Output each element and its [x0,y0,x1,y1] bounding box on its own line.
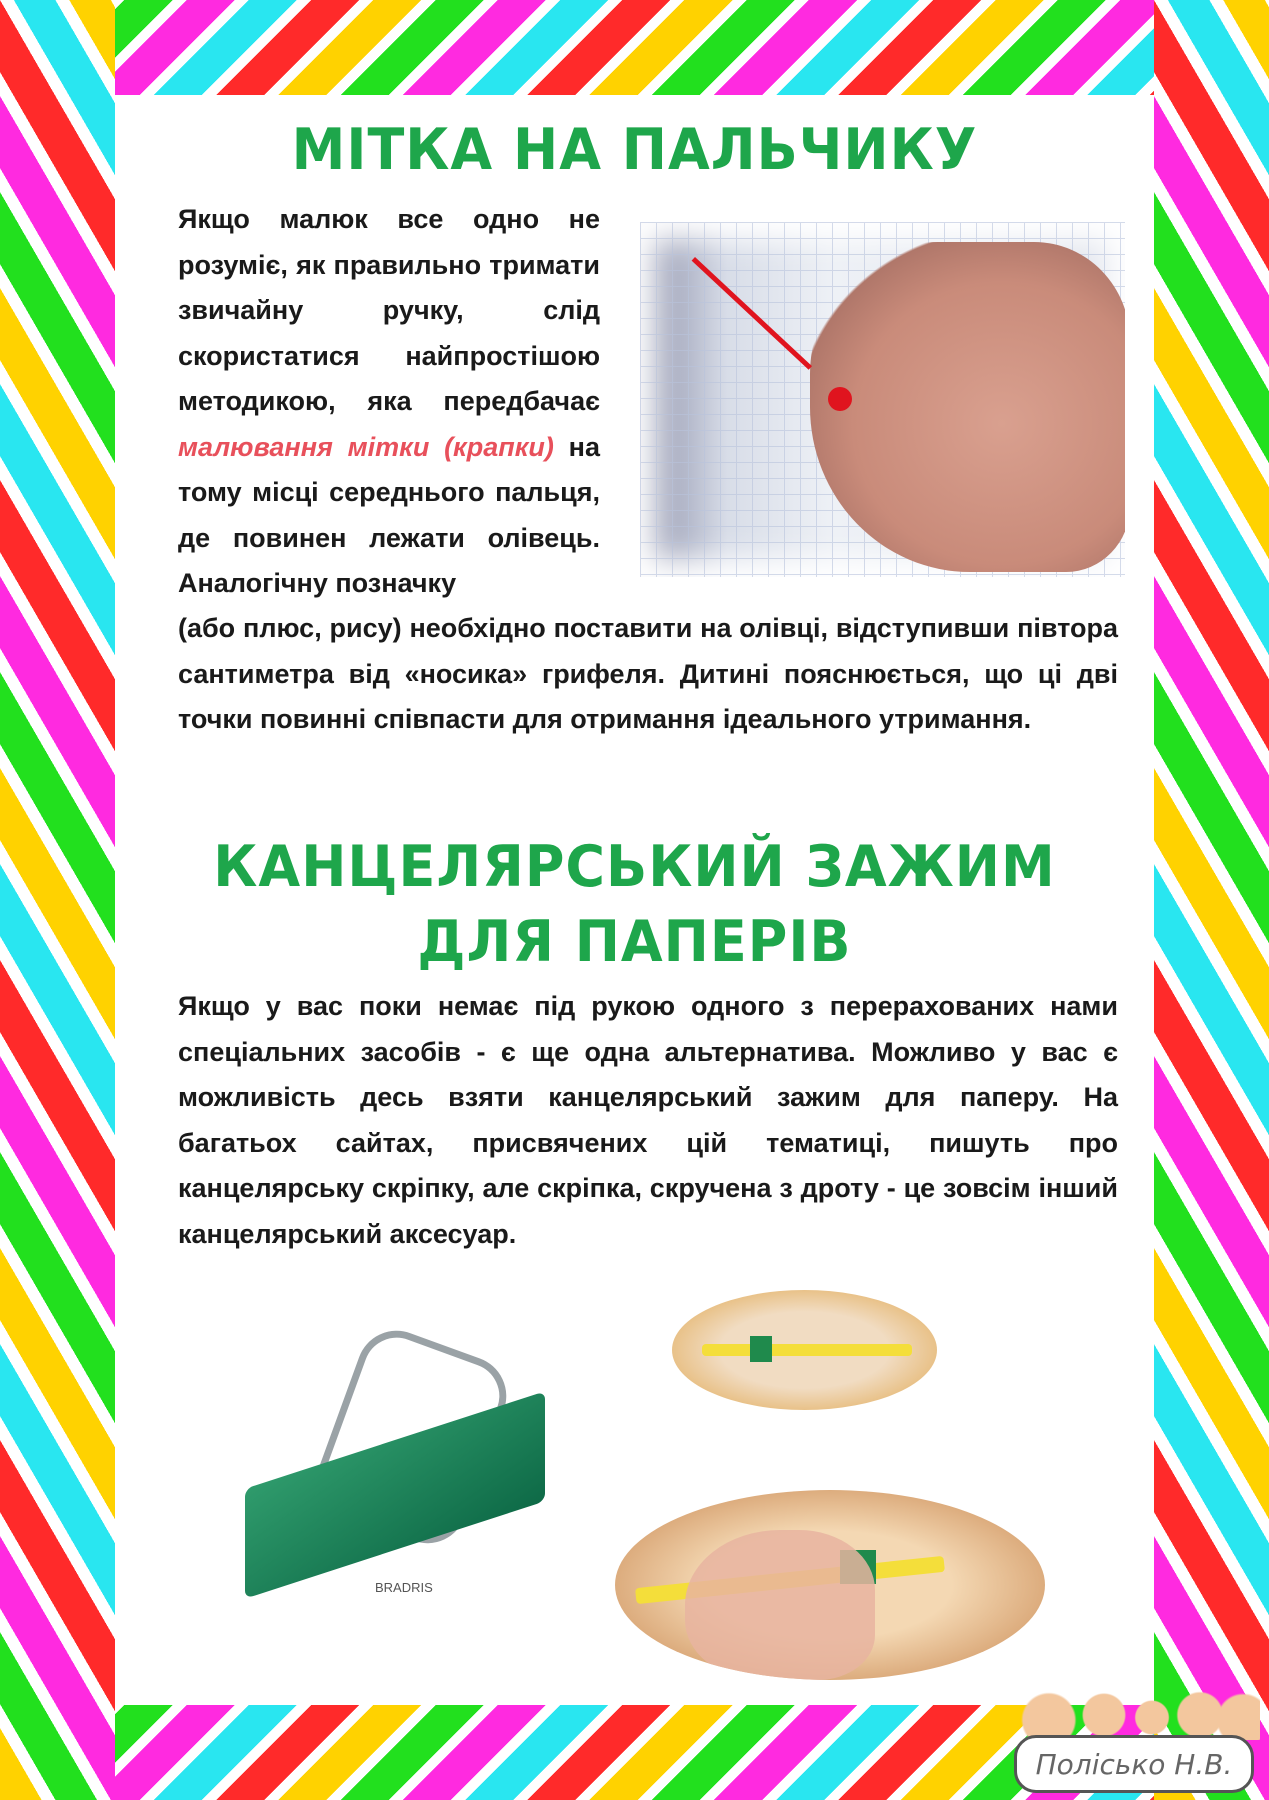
red-dot-mark [828,387,852,411]
section1-highlight: малювання мітки (крапки) [178,431,554,462]
section1-title: МІТКА НА ПАЛЬЧИКУ [291,116,978,183]
finger-mark-photo [640,222,1125,577]
section2-paragraph: Якщо у вас поки немає під рукою одного з перерахованих нами спеціальних засобів - є ще одна альтернатива. Можливо у вас є можливість десь взяти канцелярський зажим для паперу. На багатьох сайтах, присвячених цій тематиці, пишуть про канцелярську скріпку, але скріпка, скручена з дроту - це зовсім інший канцелярський аксесуар. [178,991,1118,1249]
pencil-border-right [1154,0,1269,1800]
pencil-border-top [0,0,1269,95]
section1-text-after: на тому місці середнього пальця, де повинен лежати олівець. Аналогічну позначку [178,431,600,598]
pencil [702,1344,912,1356]
pencil-border-left [0,0,115,1800]
binder-clip-photo [225,1330,595,1620]
section2-title-line1: КАНЦЕЛЯРСЬКИЙ ЗАЖИМ [213,833,1056,900]
section1-paragraph-full: (або плюс, рису) необхідно поставити на олівці, відступивши півтора сантиметра від «носика» грифеля. Дитині пояснюється, що ці дві точки повинні співпасти для отримання ідеального утримання. [178,613,1118,734]
hand-image [810,242,1125,572]
section2-title-line2: ДЛЯ ПАПЕРІВ [417,908,852,975]
section1-paragraph-left [178,197,600,607]
hand-holding-pencil-photo [615,1490,1045,1680]
hand [685,1530,875,1680]
author-logo [1000,1690,1269,1800]
clip-watermark: BRADRIS [375,1580,433,1595]
pencil-with-clip-photo [672,1290,937,1410]
clip [750,1336,772,1362]
section1-text-before: Якщо малюк все одно не розуміє, як правильно тримати звичайну ручку, слід скористатися найпростішою методикою, яка передбачає [178,204,600,416]
kids-illustration [1020,1690,1260,1740]
author-name: Полісько Н.В. [1014,1735,1254,1793]
